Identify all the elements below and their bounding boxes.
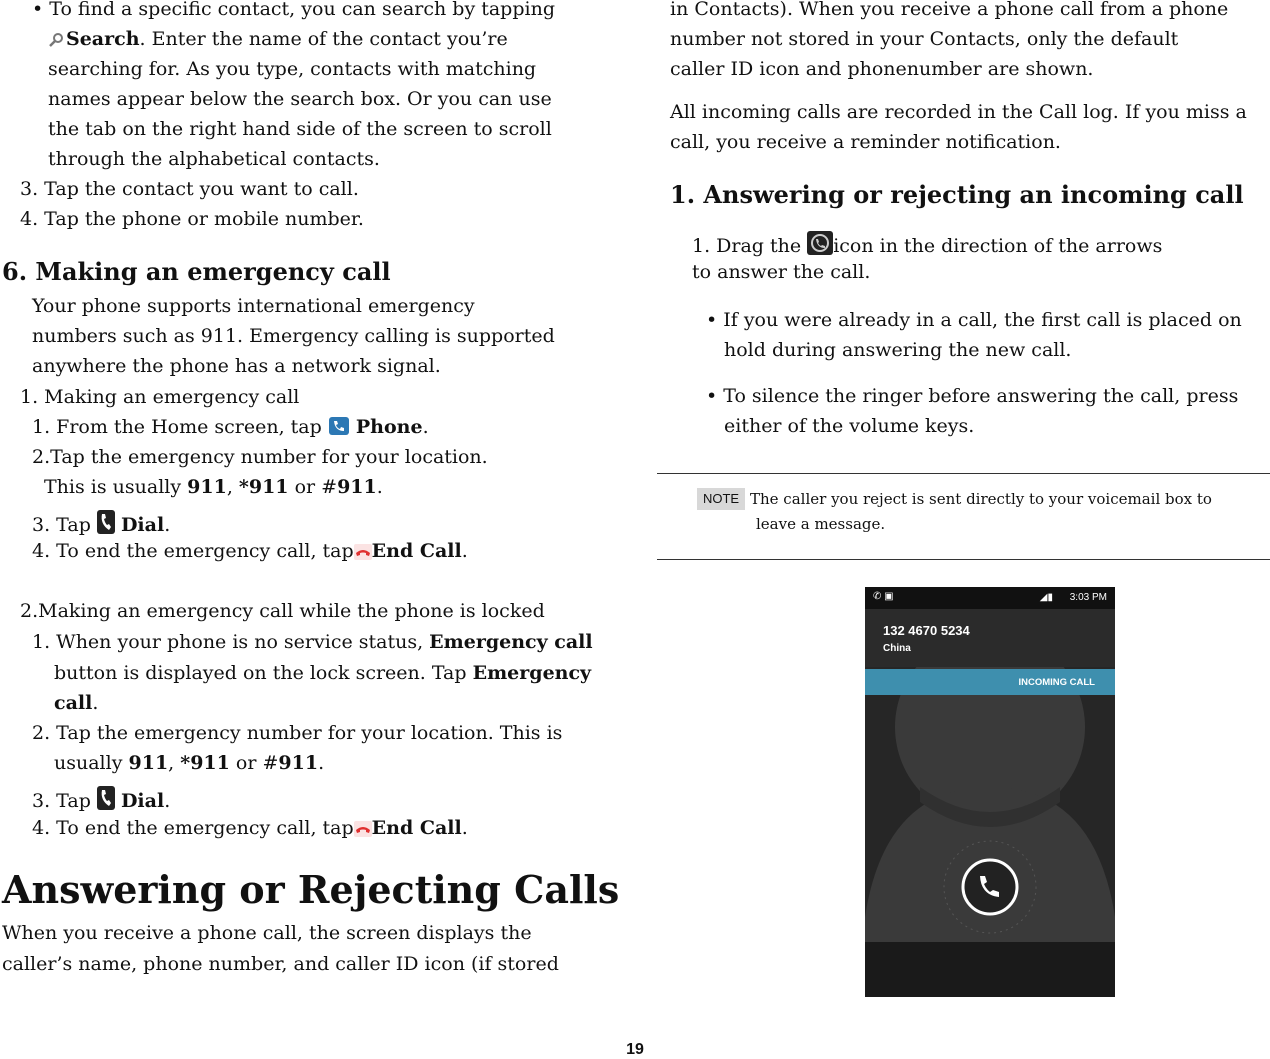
right-para-5: call, you receive a reminder notification. — [670, 131, 1061, 153]
sub1-step-4: 4. To end the emergency call, tap End Call. — [32, 540, 468, 562]
dial-icon — [97, 510, 115, 534]
right-para-3: caller ID icon and phonenumber are shown. — [670, 58, 1094, 80]
sub2-step-1c: call. — [54, 692, 99, 714]
section-title-emergency: 6. Making an emergency call — [2, 257, 391, 286]
note-text-2: leave a message. — [756, 515, 886, 533]
caller-location: China — [883, 643, 911, 654]
answer-bullet-2a: • To silence the ringer before answering the call, press — [706, 385, 1239, 407]
signal-icon: ◢▮ — [1039, 592, 1053, 603]
end-call-icon — [354, 544, 372, 560]
dial-icon — [97, 786, 115, 810]
sub1-step-2: 2.Tap the emergency number for your location. — [32, 446, 488, 468]
caller-number: 132 4670 5234 — [883, 623, 970, 638]
sub1-step-1: 1. From the Home screen, tap Phone. — [32, 416, 429, 438]
phone-status-bar — [865, 587, 1115, 609]
answer-bullet-2b: either of the volume keys. — [724, 415, 975, 437]
end-call-icon — [354, 821, 372, 837]
answer-step-1: 1. Drag the icon in the direction of the arrows — [692, 231, 1162, 257]
intro-line-2: numbers such as 911. Emergency calling is supported — [32, 325, 555, 347]
phone-nav-area — [865, 942, 1115, 997]
search-icon — [48, 32, 66, 48]
chapter-intro-1: When you receive a phone call, the screen displays the — [2, 922, 532, 944]
sub2-step-2b: usually 911, *911 or #911. — [54, 752, 325, 774]
right-para-4: All incoming calls are recorded in the Call log. If you miss a — [670, 101, 1247, 123]
answer-drag-icon — [807, 231, 833, 255]
phone-app-icon — [328, 416, 350, 436]
section-title-answering: 1. Answering or rejecting an incoming call — [670, 180, 1244, 209]
sub1-step-2b: This is usually 911, *911 or #911. — [44, 476, 383, 498]
sub2-step-3: 3. Tap Dial. — [32, 786, 170, 812]
search-bullet-line: • To find a specific contact, you can search by tapping — [32, 0, 555, 20]
note-label: NOTE — [697, 488, 745, 510]
search-bullet-line-4: names appear below the search box. Or you can use — [48, 88, 552, 110]
subsection-1-title: 1. Making an emergency call — [20, 386, 300, 408]
intro-line-1: Your phone supports international emergency — [32, 295, 475, 317]
subsection-2-title: 2.Making an emergency call while the phone is locked — [20, 600, 545, 622]
note-bottom-rule — [657, 559, 1270, 560]
incoming-call-screenshot — [865, 587, 1115, 997]
answer-step-1b: to answer the call. — [692, 261, 871, 283]
sub2-step-1: 1. When your phone is no service status, Emergency call — [32, 631, 593, 653]
answer-bullet-1b: hold during answering the new call. — [724, 339, 1072, 361]
search-bullet-line-2: Search. Enter the name of the contact you’re — [48, 28, 508, 50]
incoming-call-banner — [865, 669, 1115, 695]
status-time: 3:03 PM — [1069, 592, 1107, 603]
status-call-icon: ✆ ▣ — [873, 591, 894, 602]
right-para-2: number not stored in your Contacts, only the default — [670, 28, 1179, 50]
search-bullet-line-3: searching for. As you type, contacts with matching — [48, 58, 537, 80]
page-number: 19 — [626, 1041, 644, 1058]
search-bullet-line-6: through the alphabetical contacts. — [48, 148, 380, 170]
sub2-step-4: 4. To end the emergency call, tap End Call. — [32, 817, 468, 839]
caller-info — [865, 609, 1115, 667]
note-text-1: The caller you reject is sent directly to your voicemail box to — [750, 490, 1212, 508]
sub2-step-2: 2. Tap the emergency number for your location. This is — [32, 722, 563, 744]
search-bullet-line-5: the tab on the right hand side of the screen to scroll — [48, 118, 552, 140]
step-4: 4. Tap the phone or mobile number. — [20, 208, 364, 230]
answer-bullet-1a: • If you were already in a call, the first call is placed on — [706, 309, 1242, 331]
right-para-1: in Contacts). When you receive a phone call from a phone — [670, 0, 1229, 20]
intro-line-3: anywhere the phone has a network signal. — [32, 355, 441, 377]
incoming-call-label: INCOMING CALL — [1018, 677, 1095, 688]
step-3: 3. Tap the contact you want to call. — [20, 178, 359, 200]
sub1-step-3: 3. Tap Dial. — [32, 510, 170, 536]
chapter-intro-2: caller’s name, phone number, and caller ID icon (if stored — [2, 953, 559, 975]
answer-button[interactable] — [940, 837, 1040, 937]
note-top-rule — [657, 473, 1270, 474]
sub2-step-1b: button is displayed on the lock screen. Tap Emergency — [54, 662, 592, 684]
chapter-title: Answering or Rejecting Calls — [2, 867, 620, 912]
